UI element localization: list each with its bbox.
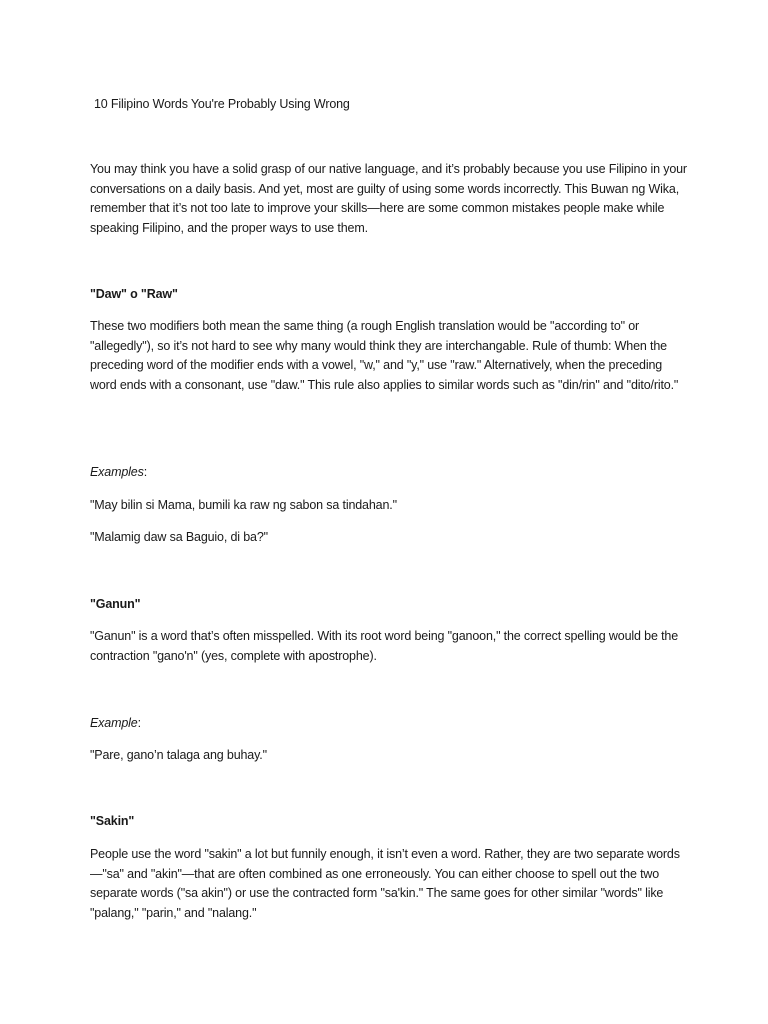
section-heading-daw-raw: "Daw" o "Raw"	[90, 287, 178, 301]
example-label-ganun: Example:	[90, 716, 141, 730]
examples-label-text: Examples	[90, 465, 144, 479]
document-title: 10 Filipino Words You're Probably Using Wrong	[94, 97, 350, 111]
example-line: "Malamig daw sa Baguio, di ba?"	[90, 530, 268, 544]
example-label-text: Example	[90, 716, 138, 730]
section-body-ganun: "Ganun" is a word that’s often misspelled. With its root word being "ganoon," the correct spelling would be the contraction "gano'n" (yes, complete with apostrophe).	[90, 629, 679, 663]
example-line: "Pare, gano’n talaga ang buhay."	[90, 748, 267, 762]
section-body-sakin: People use the word "sakin" a lot but funnily enough, it isn’t even a word. Rather, they are two separate words—"sa" and "akin"—that are often combined as one erroneously. You can either choose to spell out the two separate words ("sa akin") or use the contracted form "sa'kin." The same goes for other similar "words" like "palang," "parin," and "nalang."	[90, 847, 680, 920]
section-heading-sakin: "Sakin"	[90, 814, 135, 828]
section-heading-ganun: "Ganun"	[90, 597, 141, 611]
example-line: "May bilin si Mama, bumili ka raw ng sabon sa tindahan."	[90, 498, 397, 512]
intro-paragraph: You may think you have a solid grasp of our native language, and it’s probably because you use Filipino in your conversations on a daily basis. And yet, most are guilty of using some words incorrectly. This Buwan ng Wika, remember that it’s not too late to improve your skills—here are some common mistakes people make while speaking Filipino, and the proper ways to use them.	[90, 162, 687, 235]
examples-label-daw-raw: Examples:	[90, 465, 148, 479]
section-body-daw-raw: These two modifiers both mean the same thing (a rough English translation would be "according to" or "allegedly"), so it’s not hard to see why many would think they are interchangable. Rule of thumb: When the preceding word of the modifier ends with a vowel, "w," and "y," use "raw." Alternatively, when the preceding word ends with a consonant, use "daw." This rule also applies to similar words such as "din/rin" and "dito/rito."	[90, 319, 679, 392]
